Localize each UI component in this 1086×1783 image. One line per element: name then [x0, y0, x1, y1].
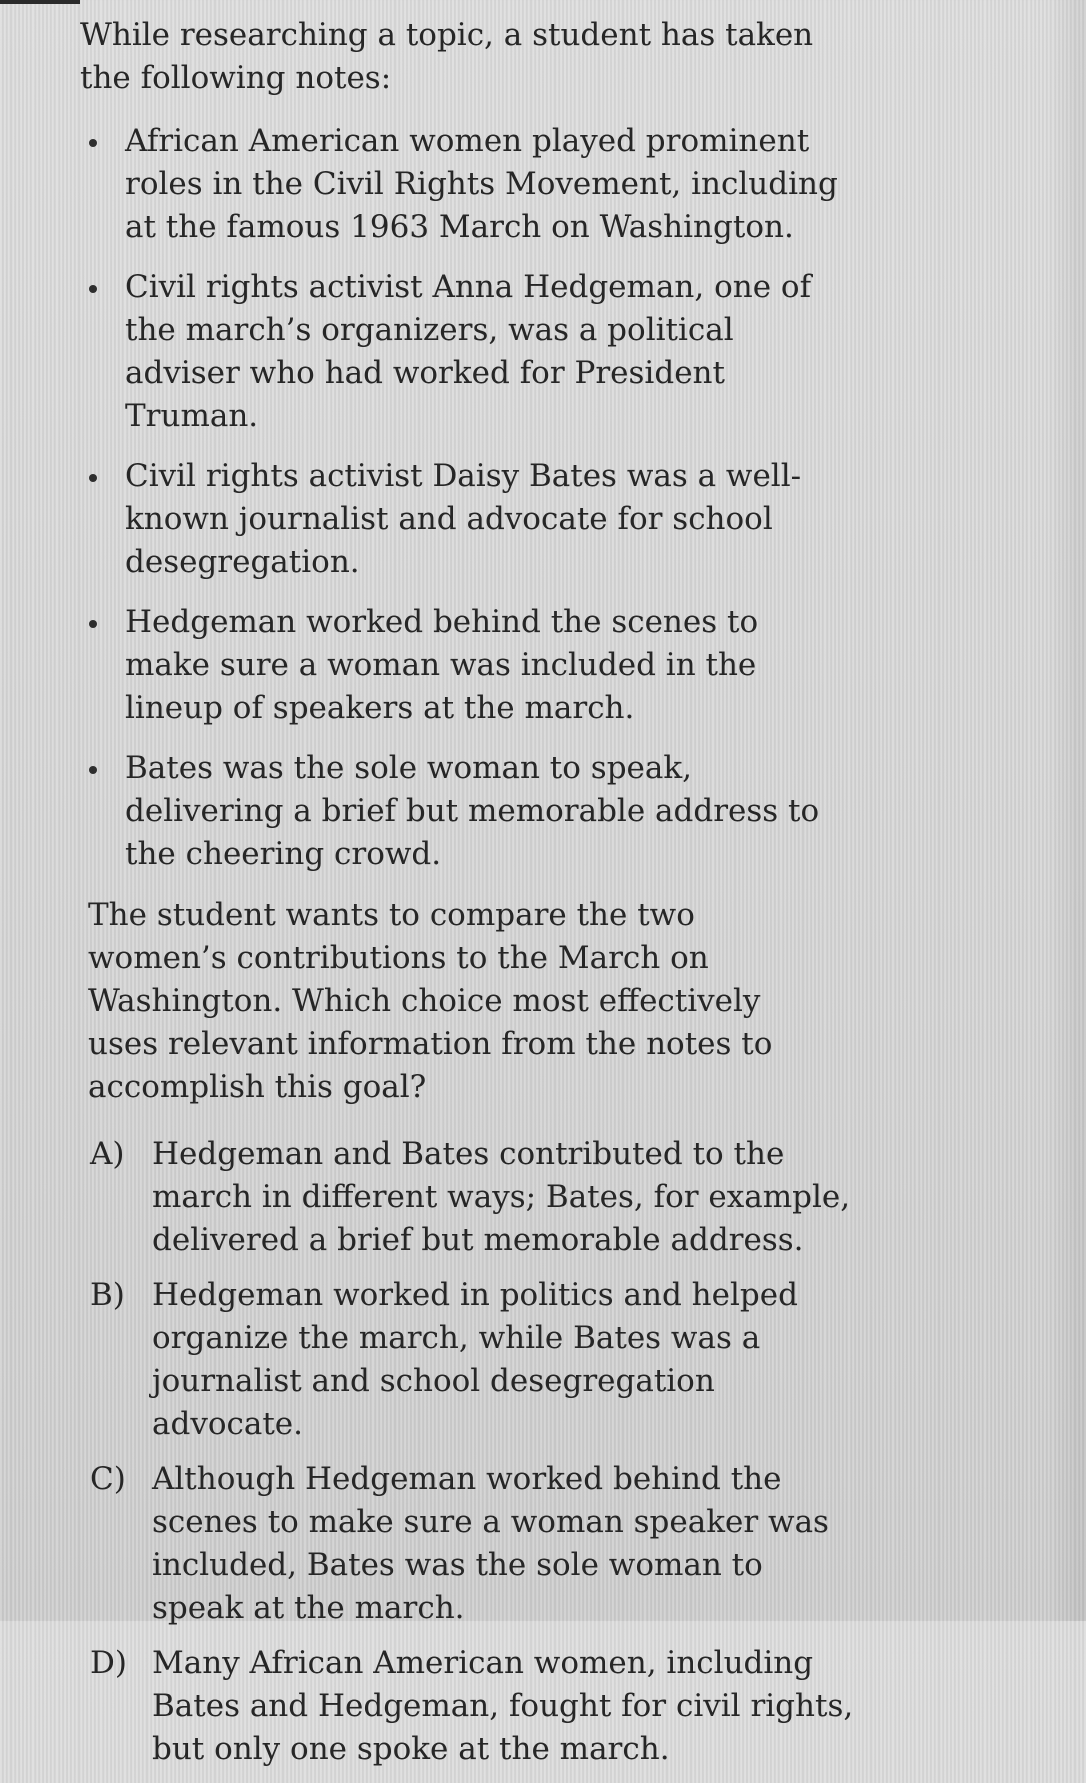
choice-letter: B): [90, 1277, 125, 1313]
note-text: African American women played prominent roles in the Civil Rights Movement, including at the famous 1963 March on Washington.: [125, 123, 838, 245]
bullet-icon: [89, 766, 97, 774]
choice-text: Hedgeman worked in politics and helped organize the march, while Bates was a journalist and school desegregation advocate.: [152, 1277, 798, 1442]
note-text: Bates was the sole woman to speak, delivering a brief but memorable address to the cheering crowd.: [125, 750, 820, 872]
note-item: [80, 747, 850, 876]
note-text: Hedgeman worked behind the scenes to make sure a woman was included in the lineup of speakers at the march.: [125, 604, 759, 726]
notes-list: [80, 120, 880, 876]
bullet-icon: [89, 139, 97, 147]
bullet-icon: [89, 620, 97, 628]
question-stem: The student wants to compare the two women’s contributions to the March on Washington. Which choice most effectively uses relevant information from the notes to accomplish this goal?: [88, 897, 773, 1105]
answer-choices: [90, 1133, 880, 1771]
intro-text: While researching a topic, a student has taken the following notes:: [80, 17, 814, 96]
question-document: [80, 14, 880, 1783]
note-item: [80, 601, 850, 730]
note-item: [80, 455, 850, 584]
right-edge-shadow: [1046, 0, 1086, 1621]
bullet-icon: [89, 285, 97, 293]
choice-text: Although Hedgeman worked behind the scenes to make sure a woman speaker was included, Bates was the sole woman to speak at the march.: [152, 1461, 829, 1626]
choice-text: Many African American women, including Bates and Hedgeman, fought for civil rights, but only one spoke at the march.: [152, 1645, 854, 1767]
choice-letter: A): [90, 1136, 125, 1172]
choice-c[interactable]: [90, 1458, 857, 1630]
choice-a[interactable]: [90, 1133, 857, 1262]
bullet-icon: [89, 474, 97, 482]
note-item: [80, 266, 850, 438]
choice-letter: C): [90, 1461, 126, 1497]
choice-text: Hedgeman and Bates contributed to the march in different ways; Bates, for example, delivered a brief but memorable address.: [152, 1136, 851, 1258]
note-text: Civil rights activist Daisy Bates was a well-known journalist and advocate for school desegregation.: [125, 458, 802, 580]
choice-letter: D): [90, 1645, 127, 1681]
note-text: Civil rights activist Anna Hedgeman, one of the march’s organizers, was a political adviser who had worked for President Truman.: [125, 269, 812, 434]
choice-d[interactable]: [90, 1642, 857, 1771]
top-edge-shadow: [0, 0, 80, 4]
choice-b[interactable]: [90, 1274, 857, 1446]
note-item: [80, 120, 850, 249]
